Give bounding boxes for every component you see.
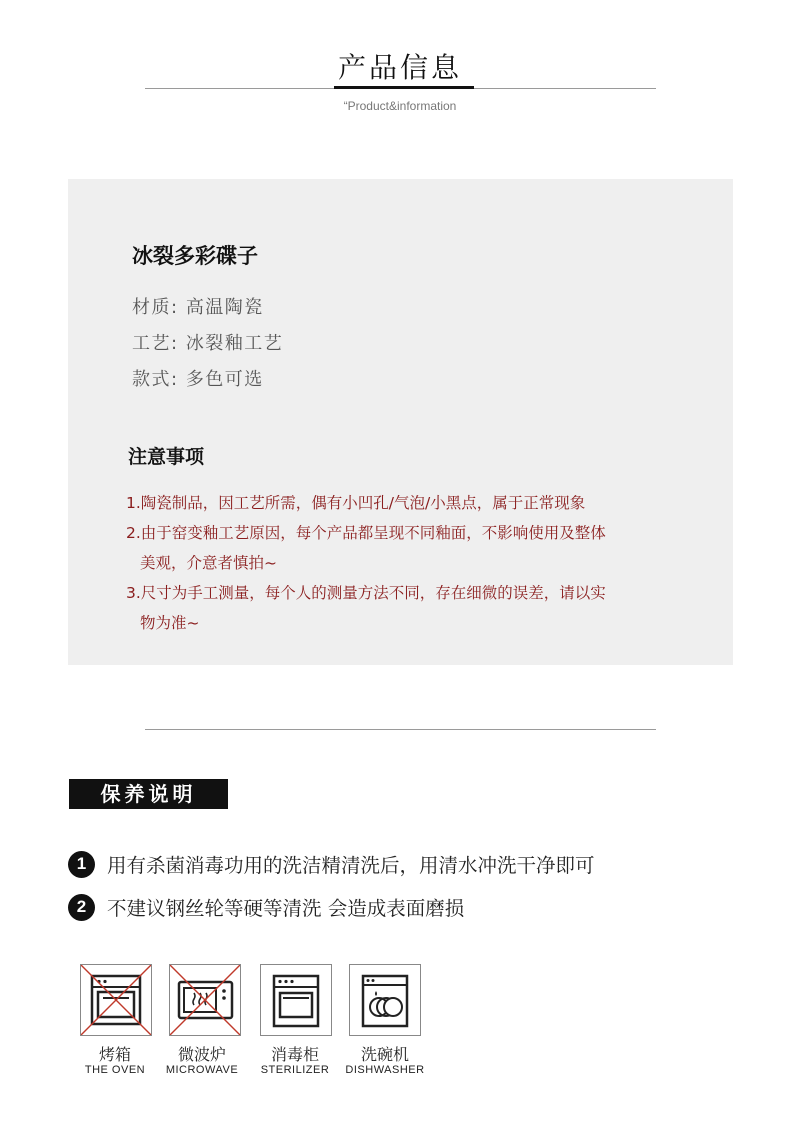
notes-title: 注意事项 [128, 446, 205, 468]
product-name: 冰裂多彩碟子 [132, 244, 258, 268]
page-title: 产品信息 [337, 51, 462, 84]
spec-value: 高温陶瓷 [185, 297, 264, 318]
page-subtitle: “Product&information [343, 99, 457, 113]
appliance-label-en: STERILIZER [260, 1064, 330, 1076]
section-divider [145, 729, 656, 730]
spec-label: 材质: [132, 297, 179, 318]
appliance-label: 洗碗机 [360, 1045, 409, 1064]
appliance-label: 烤箱 [98, 1045, 131, 1064]
note-item [126, 578, 686, 638]
spec-label: 款式: [132, 369, 179, 390]
dishwasher-icon [349, 964, 421, 1036]
care-item [68, 850, 595, 878]
note-item [126, 488, 686, 518]
spec-label: 工艺: [132, 333, 179, 354]
appliance-label-en: THE OVEN [84, 1064, 146, 1076]
note-text: 2.由于窑变釉工艺原因，每个产品都呈现不同釉面，不影响使用及整体 [126, 524, 606, 542]
spec-material [132, 293, 264, 319]
note-text-continued: 物为准~ [140, 614, 200, 632]
spec-value: 多色可选 [185, 369, 264, 390]
care-text: 用有杀菌消毒功用的洗洁精清洗后，用清水冲洗干净即可 [107, 854, 595, 877]
appliance-label-en: MICROWAVE [165, 1064, 239, 1076]
care-title: 保养说明 [69, 779, 228, 809]
note-text: 1.陶瓷制品，因工艺所需，偶有小凹孔/气泡/小黑点，属于正常现象 [126, 494, 586, 512]
appliance-label: 消毒柜 [270, 1045, 319, 1064]
number-badge: 2 [68, 894, 95, 921]
notes-list [126, 488, 686, 638]
microwave-icon [169, 964, 241, 1036]
spec-value: 冰裂釉工艺 [185, 333, 284, 354]
number-badge: 1 [68, 851, 95, 878]
spec-craft [132, 329, 283, 355]
sterilizer-icon [260, 964, 332, 1036]
appliance-label: 微波炉 [177, 1045, 226, 1064]
note-text-continued: 美观，介意者慎拍~ [140, 554, 277, 572]
note-text: 3.尺寸为手工测量，每个人的测量方法不同，存在细微的误差，请以实 [126, 584, 606, 602]
spec-style [132, 365, 264, 391]
care-text: 不建议钢丝轮等硬等清洗 会造成表面磨损 [107, 897, 465, 920]
appliance-label-en: DISHWASHER [345, 1064, 425, 1076]
oven-icon [80, 964, 152, 1036]
care-item [68, 893, 464, 921]
title-underline [334, 86, 474, 89]
note-item [126, 518, 686, 578]
